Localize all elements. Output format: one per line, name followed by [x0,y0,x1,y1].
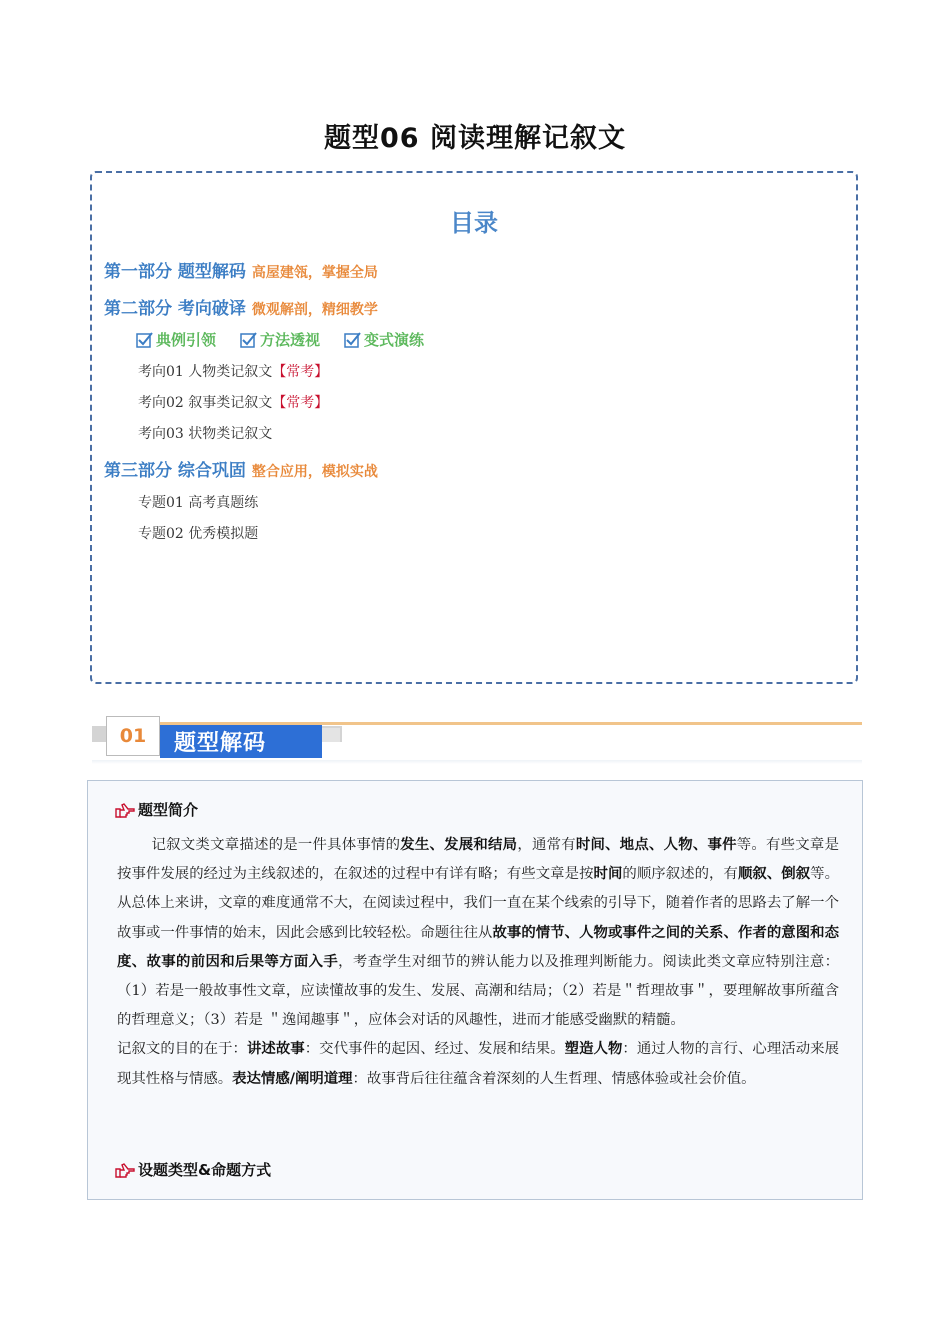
document-title: 题型06 阅读理解记叙文 [324,123,626,154]
text: ，考查学生对细节的辨认能力以及推理判断能力。阅读此类文章应特别注意：（1）若是一般故事性文章，应读懂故事的发生、发展、高潮和结局；（2）若是＂哲理故事＂，要理解故事所蕴含的哲理意义；（3）若是 ＂逸闻趣事＂，应体会对话的风趣性，进而才能感受幽默的精髓。 [117,953,839,1029]
toc-item[interactable]: 专题01 高考真题练 [138,495,259,511]
tag-methods[interactable] [240,329,320,350]
toc-part-1[interactable] [104,257,378,282]
text: ，通常有 [517,837,576,853]
pointing-hand-icon [114,1161,136,1179]
section-number: 01 [106,716,160,756]
toc-tags [136,329,434,350]
toc-item-text: 考向02 叙事类记叙文 [138,395,273,411]
tag-label: 变式演练 [364,331,425,349]
emphasis: 时间、地点、人物、事件 [575,837,737,853]
intro-heading [114,799,198,820]
question-types-heading-text: 设题类型&命题方式 [138,1161,272,1179]
intro-paragraph-1 [117,831,839,1035]
frequent-badge: 【常考】 [272,395,329,411]
toc-part-3-label: 第三部分 综合巩固 [104,461,246,481]
section-title: 题型解码 [160,725,322,758]
section-header [92,716,862,764]
emphasis: 讲述故事 [246,1041,305,1058]
text: ：故事背后往往蕴含着深刻的人生哲理、情感体验或社会价值。 [352,1070,756,1087]
text: 等。从总体上来讲，文章的难度通常不大，在阅读过程中，我们一直在某个线索的引导下，随着作者的思路去了解一个故事或一件事情的始末，因此会感到比较轻松。命题往往从 [117,866,839,941]
text: ：通过人物的言行、心理活动来展现其性格与情感。 [117,1041,839,1087]
table-of-contents [90,171,858,684]
toc-part-2[interactable] [104,294,378,319]
toc-heading: 目录 [450,209,498,237]
toc-item-text: 考向03 状物类记叙文 [138,426,273,442]
toc-part-1-label: 第一部分 题型解码 [104,262,246,282]
toc-item-text: 考向01 人物类记叙文 [138,364,273,380]
intro-box [87,780,863,1200]
toc-item[interactable] [138,361,328,381]
toc-part-2-sub: 微观解剖，精细教学 [251,302,378,318]
text: 记叙文的目的在于： [117,1041,247,1058]
text: 等。有些文章是按事件发展的经过为主线叙述的，在叙述的过程中有详有略；有些文章是按 [117,837,839,883]
checkbox-icon [136,331,154,349]
emphasis: 表达情感/阐明道理 [232,1070,353,1087]
toc-part-3-sub: 整合应用，模拟实战 [251,464,378,480]
toc-item[interactable] [138,392,328,412]
frequent-badge: 【常考】 [272,364,329,380]
question-types-heading [114,1159,271,1180]
intro-heading-text: 题型简介 [138,801,199,819]
toc-part-3[interactable] [104,456,378,481]
emphasis: 发生、发展和结局 [400,837,518,853]
emphasis: 时间 [593,866,623,883]
toc-item[interactable]: 专题02 优秀模拟题 [138,526,259,542]
toc-item[interactable] [138,423,272,443]
section-band-end [322,728,340,742]
pointing-hand-icon [114,801,136,819]
checkbox-icon [344,331,362,349]
checkbox-icon [240,331,258,349]
text: 的顺序叙述的，有 [622,866,738,883]
toc-part-2-label: 第二部分 考向破译 [104,299,246,319]
tag-examples[interactable] [136,329,216,350]
tag-label: 方法透视 [260,331,321,349]
intro-body [117,831,839,1094]
text: 记叙文类文章描述的是一件具体事情的 [151,837,401,853]
text: ：交代事件的起因、经过、发展和结果。 [304,1041,565,1058]
section-shadow [92,760,862,764]
toc-part-1-sub: 高屋建瓴，掌握全局 [251,265,378,281]
emphasis: 故事的情节、人物或事件之间的关系、作者的意图和态度、故事的前因和后果等方面入手 [117,924,839,970]
emphasis: 塑造人物 [564,1041,623,1058]
tag-label: 典例引领 [156,331,217,349]
tag-practice[interactable] [344,329,424,350]
emphasis: 顺叙、倒叙 [737,866,811,883]
intro-paragraph-2 [117,1035,839,1093]
